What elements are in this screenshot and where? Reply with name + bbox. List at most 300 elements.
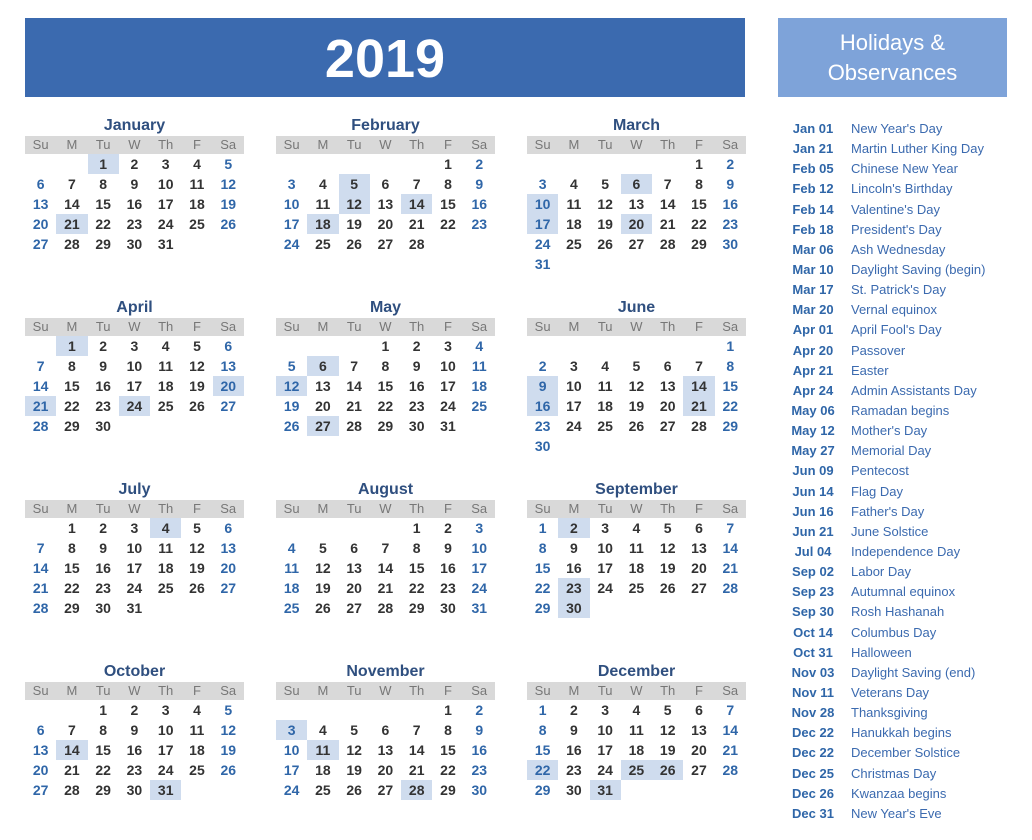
week-row [276,538,495,558]
day-cell: 14 [56,740,87,760]
empty-cell [307,518,338,538]
day-cell: 20 [213,376,244,396]
weekday-label: Tu [95,501,111,516]
week-row [276,598,495,618]
day-cell: 13 [32,196,49,212]
weekday-label: F [694,137,703,152]
empty-cell [307,154,338,174]
day-cell: 2 [412,338,421,354]
month-july [25,480,244,618]
day-cell: 8 [444,722,452,738]
holiday-date: Jun 14 [792,483,834,499]
weekday-header [527,682,746,700]
holiday-name: Labor Day [851,564,911,580]
weekday-label: Su [534,683,551,698]
weekday-label: Su [283,683,300,698]
holiday-row [778,401,1028,421]
weekday-label: Tu [346,137,362,152]
day-cell: 1 [726,338,735,354]
weekday-label: W [379,501,392,516]
holiday-row [778,522,1028,542]
week-row [25,154,244,174]
weekday-label: Th [409,683,425,698]
day-cell: 20 [220,560,237,576]
day-cell: 17 [597,560,613,576]
day-cell: 15 [440,742,456,758]
day-cell: 3 [475,520,484,536]
weekday-label: Sa [471,319,488,334]
weekday-label: M [568,501,580,516]
empty-cell [401,700,432,720]
day-cell: 24 [471,580,488,596]
day-cell: 6 [695,702,703,718]
weekday-label: M [568,319,580,334]
day-cell: 12 [220,176,237,192]
holiday-row [778,139,1028,159]
week-row [25,760,244,780]
month-august [276,480,495,618]
holiday-name: Father's Day [851,503,925,519]
holiday-row [778,663,1028,683]
holiday-name: Independence Day [851,543,961,559]
day-cell: 19 [659,560,676,576]
weekday-label: W [379,319,392,334]
day-cell: 21 [56,214,87,234]
holiday-date: Mar 17 [792,282,834,298]
weekday-label: F [192,683,201,698]
day-cell: 10 [566,378,582,394]
day-cell: 29 [534,782,551,798]
day-cell: 29 [408,600,425,616]
day-cell: 22 [534,580,551,596]
holiday-name: Autumnal equinox [851,584,956,600]
day-cell: 17 [283,216,300,232]
day-cell: 11 [566,196,582,212]
day-cell: 25 [157,580,174,596]
month-name: August [357,481,414,498]
week-row [276,154,495,174]
day-cell: 8 [99,722,108,738]
holiday-row [778,200,1028,220]
weekday-label: Th [660,683,676,698]
weekday-header [527,136,746,154]
day-cell: 9 [726,176,735,192]
holiday-name: Thanksgiving [851,705,928,721]
holiday-row [778,602,1028,622]
day-cell: 20 [691,742,707,758]
day-cell: 16 [95,560,111,576]
month-name: October [103,663,166,680]
day-cell: 25 [157,398,174,414]
day-cell: 6 [307,356,338,376]
empty-cell [683,436,714,456]
week-row [527,396,746,416]
day-cell: 15 [440,196,456,212]
week-row [25,336,244,356]
day-cell: 11 [284,560,300,576]
day-cell: 24 [126,580,143,596]
weekday-label: Su [534,137,551,152]
weekday-label: Sa [220,501,237,516]
day-cell: 31 [440,418,456,434]
day-cell: 26 [346,782,362,798]
day-cell: 21 [64,762,80,778]
day-cell: 22 [527,760,558,780]
day-cell: 31 [471,600,488,616]
day-cell: 10 [283,196,300,212]
day-cell: 9 [412,358,421,374]
month-name: December [597,663,676,680]
holiday-date: Jun 16 [792,503,834,519]
year-title: 2019 [25,18,745,97]
empty-cell [683,336,714,356]
holidays-header-line-2: Observances [827,60,958,85]
day-cell: 29 [440,782,456,798]
month-june [527,298,746,456]
holiday-row [778,119,1028,139]
day-cell: 1 [56,336,87,356]
empty-cell [590,336,621,356]
day-cell: 11 [597,378,613,394]
day-cell: 7 [68,176,76,192]
holiday-name: Daylight Saving (begin) [851,261,986,277]
day-cell: 10 [597,722,613,738]
day-cell: 14 [32,560,49,576]
weekday-label: W [128,319,141,334]
day-cell: 28 [64,782,80,798]
holiday-row [778,441,1028,461]
day-cell: 23 [722,216,739,232]
day-cell: 28 [408,236,425,252]
empty-cell [590,598,621,618]
day-cell: 15 [691,196,707,212]
day-cell: 21 [346,398,362,414]
weekday-label: Th [409,137,425,152]
week-row [527,720,746,740]
holiday-name: President's Day [851,221,942,237]
month-name: April [116,299,153,316]
day-cell: 27 [307,416,338,436]
day-cell: 18 [157,378,174,394]
empty-cell [276,518,307,538]
week-row [25,376,244,396]
holiday-name: Rosh Hashanah [851,604,945,620]
holiday-name: New Year's Day [851,121,943,136]
day-cell: 6 [621,174,652,194]
day-cell: 14 [64,196,80,212]
weekday-label: W [630,319,643,334]
weekday-label: Tu [597,683,613,698]
day-cell: 2 [475,702,484,718]
empty-cell [590,254,621,274]
empty-cell [25,336,56,356]
day-cell: 3 [601,520,610,536]
empty-cell [339,336,370,356]
day-cell: 7 [412,176,421,192]
day-cell: 7 [726,520,735,536]
day-cell: 17 [157,196,174,212]
holiday-date: Apr 20 [792,342,834,358]
holiday-row [778,764,1028,784]
day-cell: 25 [189,762,205,778]
weekday-label: Sa [722,501,739,516]
day-cell: 18 [471,378,488,394]
month-march [527,116,746,274]
holiday-row [778,320,1028,340]
day-cell: 8 [412,540,421,556]
holiday-name: Passover [851,342,906,358]
holiday-date: Jan 01 [792,121,834,136]
weekday-label: M [317,501,329,516]
day-cell: 10 [471,540,488,556]
month-december [527,662,746,800]
day-cell: 21 [683,396,714,416]
day-cell: 12 [346,742,362,758]
day-cell: 17 [597,742,613,758]
weekday-label: Sa [722,683,739,698]
day-cell: 13 [691,540,707,556]
day-cell: 16 [566,742,582,758]
day-cell: 30 [722,236,739,252]
week-row [527,194,746,214]
day-cell: 24 [534,236,551,252]
day-cell: 19 [346,216,362,232]
holiday-date: Oct 14 [793,624,833,640]
day-cell: 29 [95,782,111,798]
month-name: June [617,299,656,316]
day-cell: 13 [691,722,707,738]
day-cell: 16 [408,378,425,394]
weekday-label: M [317,683,329,698]
week-row [527,700,746,720]
week-row [276,396,495,416]
day-cell: 17 [126,560,143,576]
week-row [25,214,244,234]
holiday-date: Feb 14 [792,201,834,217]
day-cell: 9 [475,722,484,738]
day-cell: 2 [570,702,578,718]
day-cell: 4 [319,176,327,192]
empty-cell [370,154,401,174]
holiday-row [778,723,1028,743]
empty-cell [213,234,244,254]
holiday-date: Nov 28 [791,705,835,721]
day-cell: 26 [315,600,331,616]
holiday-row [778,179,1028,199]
empty-cell [621,598,652,618]
weekday-label: M [66,319,78,334]
weekday-label: Sa [471,683,488,698]
day-cell: 15 [377,378,394,394]
weekday-label: M [568,683,580,698]
holiday-date: Jun 09 [792,463,834,479]
week-row [25,740,244,760]
day-cell: 23 [471,216,488,232]
empty-cell [370,700,401,720]
week-row [25,700,244,720]
holiday-date: Jul 04 [794,543,832,559]
day-cell: 1 [88,154,119,174]
day-cell: 14 [346,378,362,394]
day-cell: 28 [401,780,432,800]
day-cell: 7 [350,358,359,374]
day-cell: 24 [566,418,582,434]
weekday-header [276,136,495,154]
day-cell: 10 [157,176,174,192]
day-cell: 13 [220,540,237,556]
day-cell: 27 [659,418,676,434]
day-cell: 2 [130,702,139,718]
week-row [25,174,244,194]
holiday-name: Admin Assistants Day [851,382,977,398]
day-cell: 19 [189,378,205,394]
holiday-name: Memorial Day [851,443,932,459]
day-cell: 20 [691,560,707,576]
week-row [276,700,495,720]
month-name: March [612,117,661,134]
holiday-row [778,743,1028,763]
empty-cell [401,154,432,174]
day-cell: 18 [157,560,174,576]
holiday-date: Apr 21 [792,362,834,378]
day-cell: 13 [315,378,331,394]
day-cell: 30 [408,418,425,434]
weekday-header [25,136,244,154]
day-cell: 22 [691,216,707,232]
day-cell: 6 [695,520,703,536]
holiday-name: New Year's Eve [851,805,942,821]
day-cell: 17 [157,742,174,758]
holidays-header [778,18,1007,97]
day-cell: 20 [377,762,394,778]
day-cell: 12 [315,560,331,576]
week-row [527,214,746,234]
holiday-date: May 06 [791,402,835,418]
day-cell: 21 [25,396,56,416]
holiday-row [778,341,1028,361]
day-cell: 3 [287,176,296,192]
day-cell: 8 [538,722,547,738]
day-cell: 29 [691,236,707,252]
empty-cell [307,700,338,720]
day-cell: 14 [401,194,432,214]
empty-cell [652,436,683,456]
holiday-name: Daylight Saving (end) [851,664,976,680]
day-cell: 29 [95,236,111,252]
day-cell: 30 [440,600,456,616]
weekday-label: Tu [95,683,111,698]
day-cell: 2 [444,520,452,536]
day-cell: 16 [95,378,111,394]
week-row [25,194,244,214]
day-cell: 13 [377,742,394,758]
day-cell: 4 [193,156,201,172]
day-cell: 20 [621,214,652,234]
weekday-label: M [66,683,78,698]
weekday-label: M [568,137,580,152]
day-cell: 21 [659,216,676,232]
holiday-name: Christmas Day [851,765,937,781]
day-cell: 13 [377,196,394,212]
empty-cell [213,780,244,800]
day-cell: 12 [220,722,237,738]
holiday-row [778,421,1028,441]
day-cell: 29 [377,418,394,434]
day-cell: 20 [377,216,394,232]
holiday-date: Nov 11 [792,684,834,700]
weekday-label: Th [660,137,676,152]
day-cell: 4 [570,176,578,192]
week-row [527,518,746,538]
holiday-name: Valentine's Day [851,201,940,217]
week-row [276,558,495,578]
day-cell: 12 [628,378,645,394]
day-cell: 4 [150,518,181,538]
empty-cell [652,598,683,618]
day-cell: 6 [350,540,359,556]
empty-cell [56,700,87,720]
empty-cell [590,154,621,174]
holiday-row [778,240,1028,260]
weekday-header [25,318,244,336]
day-cell: 9 [570,722,578,738]
weekday-label: F [192,319,201,334]
day-cell: 18 [597,398,613,414]
week-row [276,720,495,740]
day-cell: 14 [722,722,739,738]
day-cell: 4 [287,540,296,556]
day-cell: 27 [220,580,237,596]
day-cell: 8 [726,358,735,374]
day-cell: 19 [597,216,613,232]
weekday-label: Su [283,137,300,152]
empty-cell [621,436,652,456]
weekday-label: Tu [597,501,613,516]
weekday-header [276,500,495,518]
weekday-label: Tu [346,319,362,334]
day-cell: 16 [126,742,143,758]
holiday-name: Veterans Day [851,684,930,700]
holiday-name: Hanukkah begins [851,725,952,741]
day-cell: 22 [64,398,80,414]
empty-cell [276,700,307,720]
day-cell: 1 [538,702,547,718]
day-cell: 6 [36,722,45,738]
day-cell: 20 [32,216,49,232]
day-cell: 22 [64,580,80,596]
day-cell: 10 [126,540,143,556]
day-cell: 25 [628,580,645,596]
holiday-row [778,280,1028,300]
holiday-row [778,159,1028,179]
week-row [276,194,495,214]
day-cell: 15 [534,560,551,576]
day-cell: 10 [597,540,613,556]
weekday-label: Tu [95,137,111,152]
day-cell: 8 [381,358,390,374]
weekday-label: F [694,501,703,516]
weekday-label: W [379,683,392,698]
day-cell: 25 [315,782,331,798]
weekday-label: M [66,501,78,516]
day-cell: 24 [597,580,613,596]
day-cell: 25 [283,600,300,616]
weekday-label: Th [158,137,174,152]
day-cell: 23 [95,398,111,414]
day-cell: 1 [695,156,703,172]
holidays-header-line-1: Holidays & [839,30,946,55]
holiday-list [778,119,1028,824]
